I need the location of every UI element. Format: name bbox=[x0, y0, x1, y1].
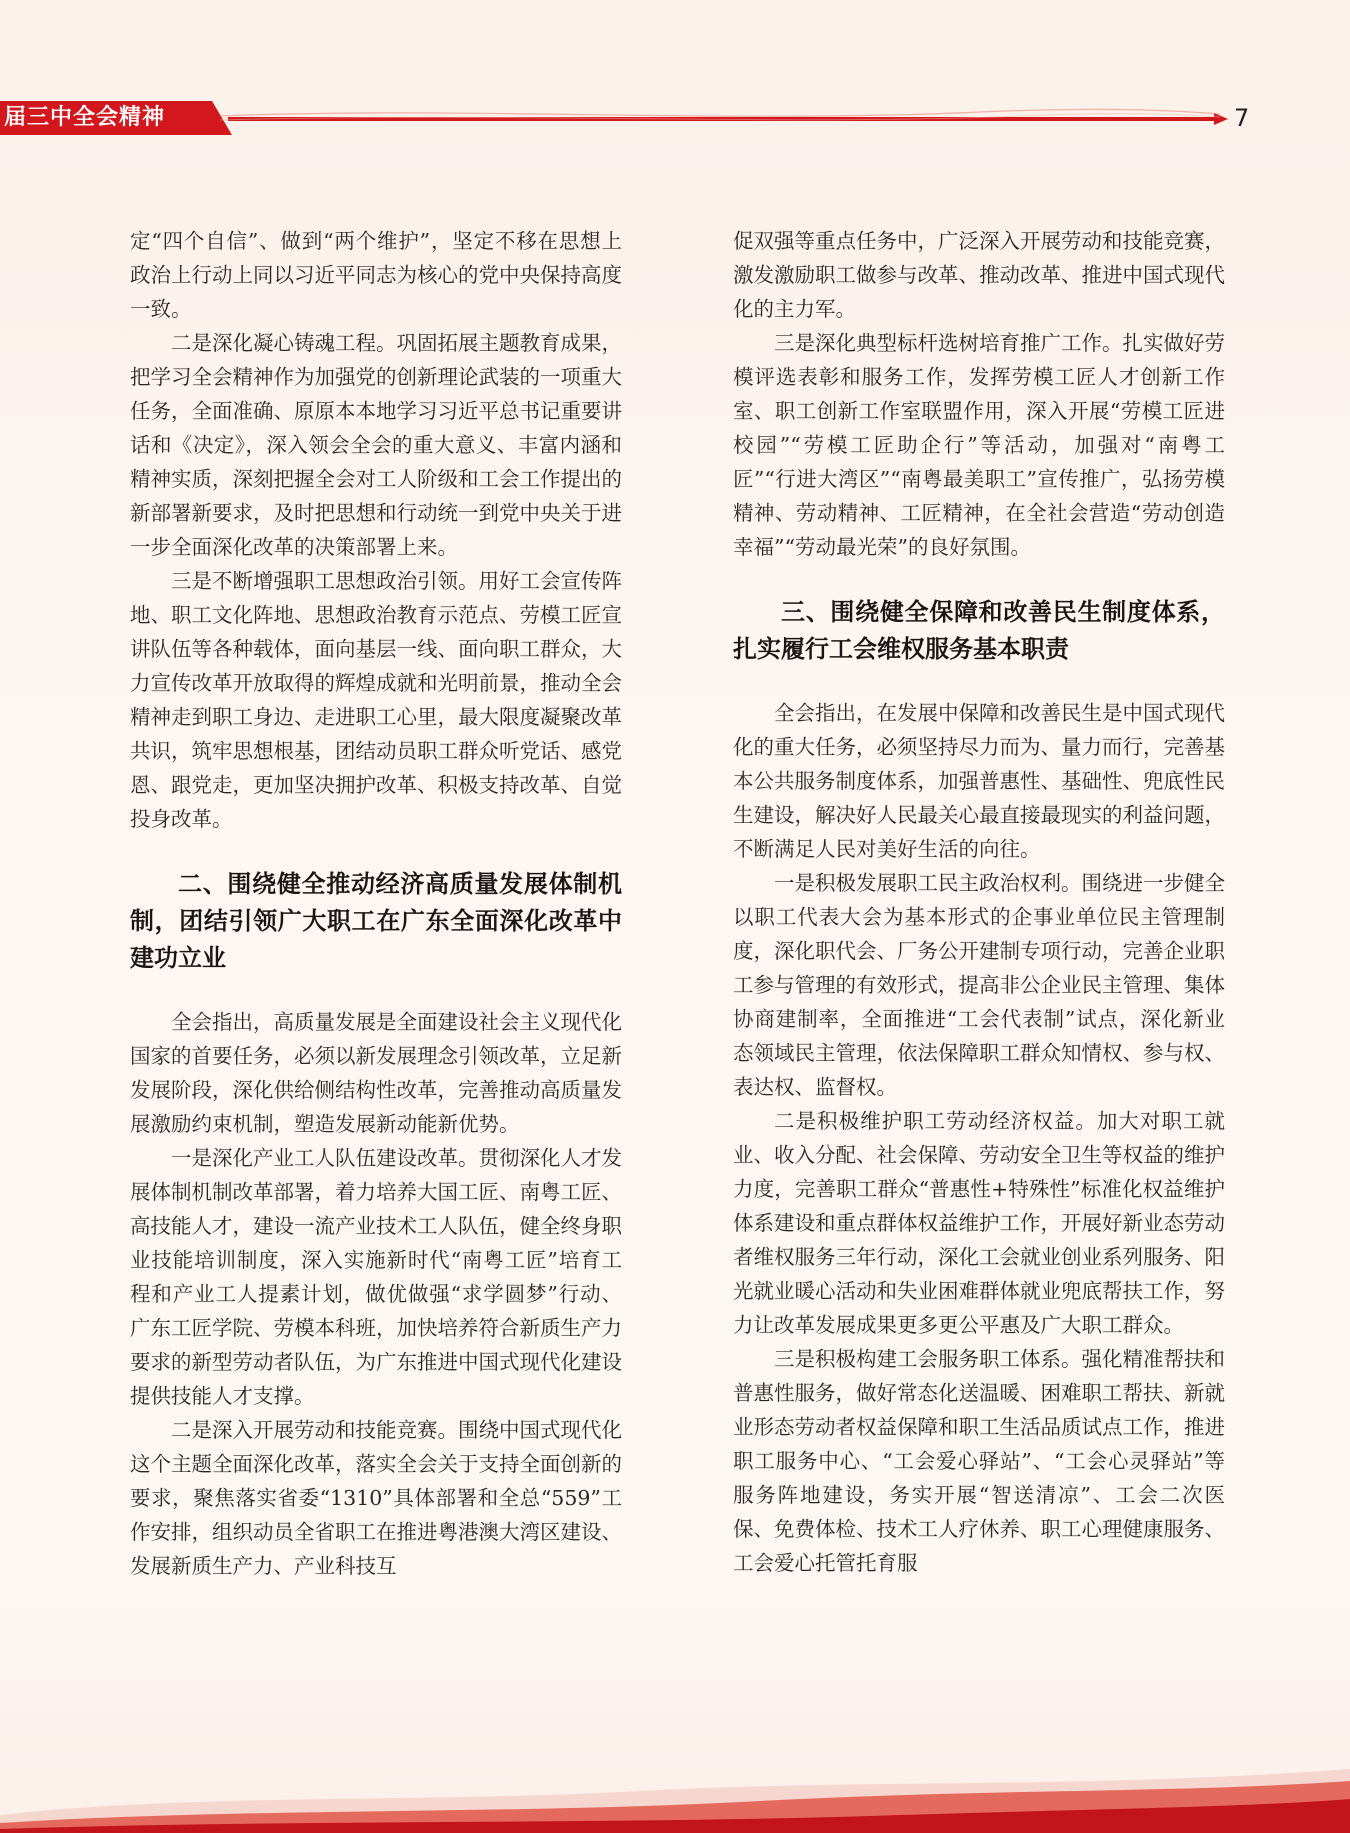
paragraph: 全会指出，高质量发展是全面建设社会主义现代化国家的首要任务，必须以新发展理念引领改革，立足新发展阶段，深化供给侧结构性改革，完善推动高质量发展激励约束机制，塑造发展新动能新优势。 bbox=[130, 1010, 622, 1136]
paragraph: 定“四个自信”、做到“两个维护”，坚定不移在思想上政治上行动上同以习近平同志为核心的党中央保持高度一致。 bbox=[130, 229, 622, 321]
paragraph: 三是积极构建工会服务职工体系。强化精准帮扶和普惠性服务，做好常态化送温暖、困难职工帮扶、新就业形态劳动者权益保障和职工生活品质试点工作，推进职工服务中心、“工会爱心驿站”、“工会心灵驿站”等服务阵地建设，务实开展“智送清凉”、工会二次医保、免费体检、技术工人疗休养、职工心理健康服务、工会爱心托管托育服 bbox=[733, 1347, 1225, 1575]
paragraph: 全会指出，在发展中保障和改善民生是中国式现代化的重大任务，必须坚持尽力而为、量力而行，完善基本公共服务制度体系，加强普惠性、基础性、兜底性民生建设，解决好人民最关心最直接最现实的利益问题，不断满足人民对美好生活的向往。 bbox=[733, 701, 1225, 861]
section-heading: 二、围绕健全推动经济高质量发展体制机制，团结引领广大职工在广东全面深化改革中建功立业 bbox=[130, 870, 622, 972]
bottom-wave-decoration bbox=[0, 1763, 1350, 1833]
paragraph: 二是深入开展劳动和技能竞赛。围绕中国式现代化这个主题全面深化改革，落实全会关于支持全面创新的要求，聚焦落实省委“1310”具体部署和全总“559”工作安排，组织动员全省职工在推进粤港澳大湾区建设、发展新质生产力、产业科技互 bbox=[130, 1418, 622, 1578]
right-column bbox=[733, 224, 1225, 1580]
paragraph: 一是深化产业工人队伍建设改革。贯彻深化人才发展体制机制改革部署，着力培养大国工匠、南粤工匠、高技能人才，建设一流产业技术工人队伍，健全终身职业技能培训制度，深入实施新时代“南粤工匠”培育工程和产业工人提素计划，做优做强“求学圆梦”行动、广东工匠学院、劳模本科班，加快培养符合新质生产力要求的新型劳动者队伍，为广东推进中国式现代化建设提供技能人才支撑。 bbox=[130, 1146, 622, 1408]
paragraph: 三是深化典型标杆选树培育推广工作。扎实做好劳模评选表彰和服务工作，发挥劳模工匠人才创新工作室、职工创新工作室联盟作用，深入开展“劳模工匠进校园”“劳模工匠助企行”等活动，加强对“南粤工匠”“行进大湾区”“南粤最美职工”宣传推广，弘扬劳模精神、劳动精神、工匠精神，在全社会营造“劳动创造幸福”“劳动最光荣”的良好氛围。 bbox=[733, 331, 1225, 559]
paragraph: 一是积极发展职工民主政治权利。围绕进一步健全以职工代表大会为基本形式的企事业单位民主管理制度，深化职代会、厂务公开建制专项行动，完善企业职工参与管理的有效形式，提高非公企业民主管理、集体协商建制率，全面推进“工会代表制”试点，深化新业态领域民主管理，依法保障职工群众知情权、参与权、表达权、监督权。 bbox=[733, 871, 1225, 1099]
section-heading: 三、围绕健全保障和改善民生制度体系，扎实履行工会维权服务基本职责 bbox=[733, 598, 1225, 663]
paragraph: 二是积极维护职工劳动经济权益。加大对职工就业、收入分配、社会保障、劳动安全卫生等权益的维护力度，完善职工群众“普惠性+特殊性”标准化权益维护体系建设和重点群体权益维护工作，开展好新业态劳动者维权服务三年行动，深化工会就业创业系列服务、阳光就业暖心活动和失业困难群体就业兜底帮扶工作，努力让改革发展成果更多更公平惠及广大职工群众。 bbox=[733, 1109, 1225, 1337]
section-tag-text: 届三中全会精神 bbox=[4, 105, 166, 130]
paragraph: 促双强等重点任务中，广泛深入开展劳动和技能竞赛，激发激励职工做参与改革、推动改革、推进中国式现代化的主力军。 bbox=[733, 229, 1225, 321]
left-column bbox=[130, 224, 622, 1583]
header-wave-decoration bbox=[220, 104, 1220, 124]
paragraph: 二是深化凝心铸魂工程。巩固拓展主题教育成果，把学习全会精神作为加强党的创新理论武装的一项重大任务，全面准确、原原本本地学习习近平总书记重要讲话和《决定》，深入领会全会的重大意义、丰富内涵和精神实质，深刻把握全会对工人阶级和工会工作提出的新部署新要求，及时把思想和行动统一到党中央关于进一步全面深化改革的决策部署上来。 bbox=[130, 331, 622, 559]
page-number: 7 bbox=[1234, 104, 1250, 132]
paragraph: 三是不断增强职工思想政治引领。用好工会宣传阵地、职工文化阵地、思想政治教育示范点、劳模工匠宣讲队伍等各种载体，面向基层一线、面向职工群众，大力宣传改革开放取得的辉煌成就和光明前景，推动全会精神走到职工身边、走进职工心里，最大限度凝聚改革共识，筑牢思想根基，团结动员职工群众听党话、感党恩、跟党走，更加坚决拥护改革、积极支持改革、自觉投身改革。 bbox=[130, 569, 622, 831]
